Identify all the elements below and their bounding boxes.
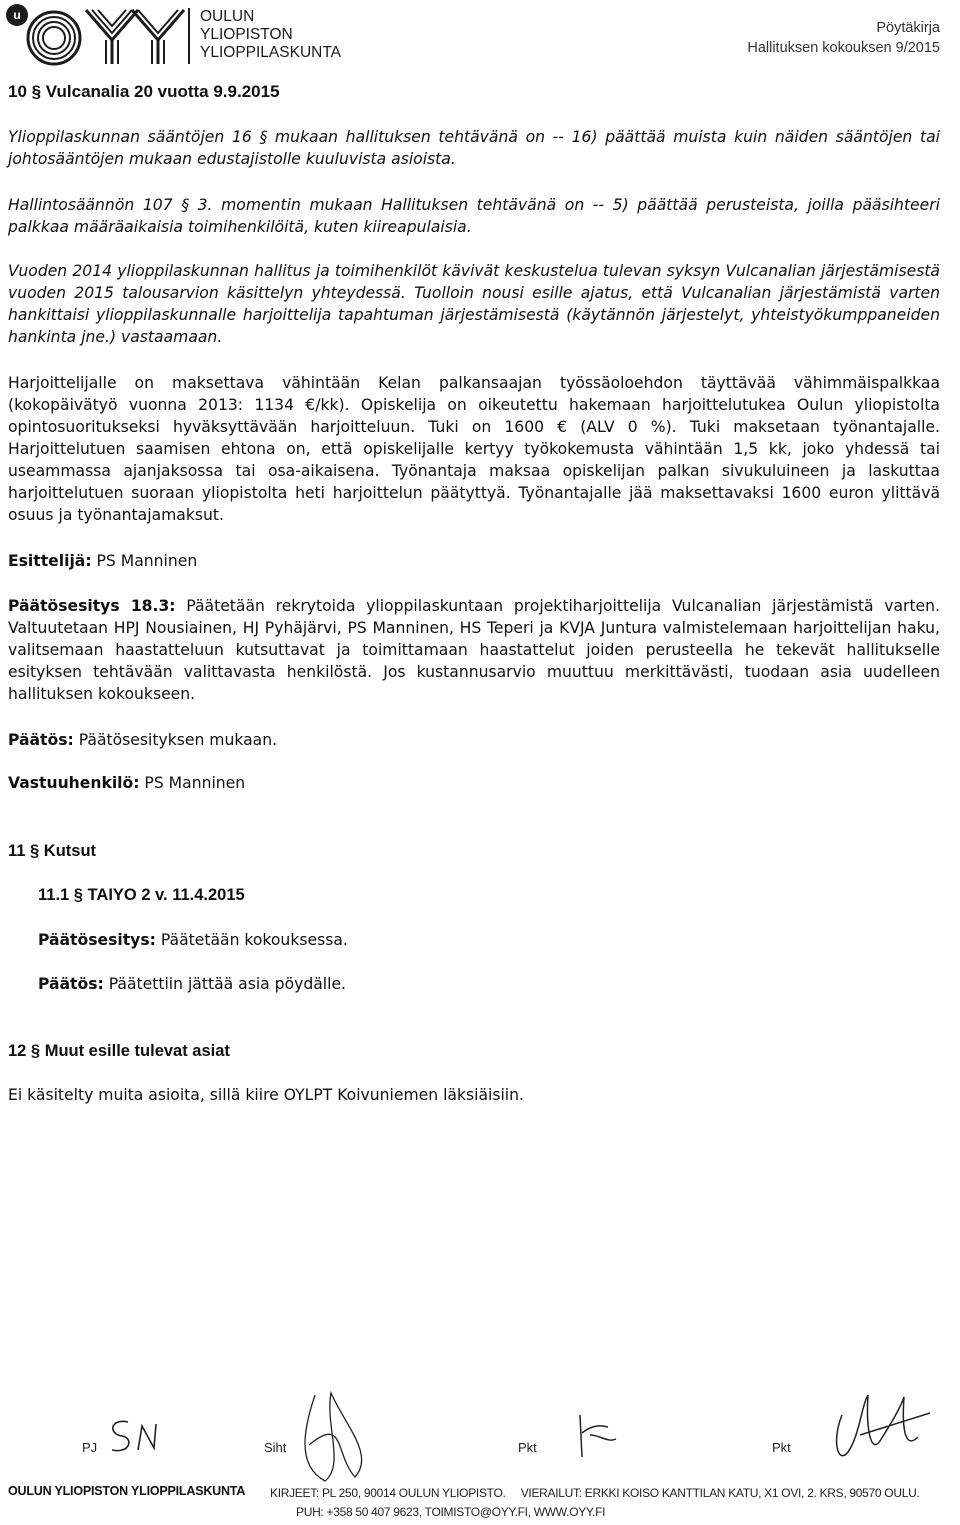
signature-label-siht: Siht	[264, 1440, 287, 1455]
document-meta	[747, 18, 940, 58]
footer-address-line-2: PUH: +358 50 407 9623, TOIMISTO@OYY.FI, WWW.OYY.FI	[296, 1505, 606, 1519]
signature-siht	[285, 1385, 385, 1485]
proposal-label: Päätösesitys 18.3:	[8, 597, 176, 615]
footer-organization: OULUN YLIOPISTON YLIOPPILASKUNTA	[8, 1484, 246, 1498]
org-line-2: YLIOPISTON	[200, 26, 293, 43]
logo-divider	[188, 8, 190, 64]
proposal-paragraph	[8, 595, 940, 705]
document-type: Pöytäkirja	[876, 20, 940, 36]
section-11-decision-label: Päätös:	[38, 975, 104, 993]
section-11-proposal-text: Päätetään kokouksessa.	[155, 931, 348, 949]
org-line-1: OULUN	[200, 8, 255, 25]
decision-text: Päätösesityksen mukaan.	[73, 731, 278, 749]
section-12-title: 12 § Muut esille tulevat asiat	[8, 1042, 230, 1060]
proposal-text: Päätetään rekrytoida ylioppilaskuntaan projektiharjoittelija Vulcanalian järjestämistä varten. Valtuutetaan HPJ Nousiainen, HJ Pyhäjärvi, PS Manninen, HS Teperi ja KVJA Juntura valmistelemaan harjoittelijan haku, valitsemaan haastatteluun kutsuttavat ja toimittamaan haastattelut joiden perusteella he tekevät hallitukselle esityksen tehtävään valittavasta henkilöstä. Jos kustannusarvio muuttuu merkittävästi, tuodaan asia uudelleen hallituksen kokoukseen.	[8, 597, 940, 703]
signature-pkt-1	[560, 1405, 630, 1465]
footer-address-line-1: KIRJEET: PL 250, 90014 OULUN YLIOPISTO. VIERAILUT: ERKKI KOISO KANTTILAN KATU, X1 OVI, 2. KRS, 90570 OULU.	[270, 1486, 920, 1500]
section-11-proposal-label: Päätösesitys:	[38, 931, 156, 949]
responsible-line	[8, 772, 940, 794]
logo-badge-icon: u	[6, 4, 28, 26]
footer-address	[270, 1484, 919, 1522]
paragraph-statutes: Ylioppilaskunnan sääntöjen 16 § mukaan hallituksen tehtävänä on -- 16) päättää muista kuin näiden sääntöjen tai johtosääntöjen mukaan edustajistolle kuuluvista asioista.	[8, 128, 940, 168]
responsible-value: PS Manninen	[139, 774, 246, 792]
paragraph-administrative-rule: Hallintosäännön 107 § 3. momentin mukaan Hallituksen tehtävänä on -- 5) päättää perusteista, joilla pääsihteeri palkkaa määräaikaisia toimihenkilöitä, kuten kiireapulaisia.	[8, 196, 940, 236]
paragraph-background: Vuoden 2014 ylioppilaskunnan hallitus ja toimihenkilöt kävivät keskustelua tulevan syksyn Vulcanalian järjestämisestä vuoden 2015 talousarvion käsittelyn yhteydessä. Tuolloin nousi esille ajatus, että Vulcanalian järjestämistä varten hankittaisi ylioppilaskunnalle harjoittelija tapahtuman järjestämisestä (käytännön järjestelyt, yhteistyökumppaneiden hankinta jne.) vastaamaan.	[8, 262, 940, 346]
section-11-decision-text: Päätettiin jättää asia pöydälle.	[103, 975, 347, 993]
section-11-1-title: 11.1 § TAIYO 2 v. 11.4.2015	[38, 886, 245, 904]
section-12-text: Ei käsitelty muita asioita, sillä kiire OYLPT Koivuniemen läksiäisiin.	[8, 1086, 524, 1104]
responsible-label: Vastuuhenkilö:	[8, 774, 140, 792]
section-11-decision	[38, 973, 938, 995]
signature-pkt-2	[820, 1385, 935, 1475]
paragraph-intern-salary: Harjoittelijalle on maksettava vähintään Kelan palkansaajan työssäoloehdon täyttävää vähimmäispalkkaa (kokopäivätyö vuonna 2013: 1134 €/kk). Opiskelija on oikeutettu hakemaan harjoittelutukea Oulun yliopistolta opintosuoritukseksi hyväksyttävään harjoitteluun. Tuki on 1600 € (ALV 0 %). Tuki maksetaan työnantajalle. Harjoittelutuen saamisen ehtona on, että opiskelijalle kertyy työkokemusta vähintään 1,5 kk, joko yhdessä tai useammassa ajanjaksossa tai osa-aikaisena. Työnantaja maksaa opiskelijan palkan sivukuluineen ja laskuttaa harjoittelutuen suoraan yliopistolta heti harjoittelun päätyttyä. Työnantajalle jää maksettavaksi 1600 euron ylittävä osuus ja työnantajamaksut.	[8, 374, 940, 524]
signature-label-pkt-2: Pkt	[772, 1440, 791, 1455]
meeting-number: Hallituksen kokouksen 9/2015	[747, 40, 940, 56]
org-name	[200, 8, 341, 62]
presenter-line	[8, 550, 940, 572]
presenter-label: Esittelijä:	[8, 552, 92, 570]
signature-label-pj: PJ	[82, 1440, 98, 1455]
decision-line	[8, 729, 940, 751]
section-10-title: 10 § Vulcanalia 20 vuotta 9.9.2015	[8, 82, 280, 101]
signature-label-pkt-1: Pkt	[518, 1440, 537, 1455]
org-line-3: YLIOPPILASKUNTA	[200, 44, 341, 61]
decision-label: Päätös:	[8, 731, 74, 749]
section-11-title: 11 § Kutsut	[8, 842, 97, 860]
presenter-value: PS Manninen	[91, 552, 198, 570]
section-11-proposal	[38, 929, 938, 951]
oyy-logo	[24, 6, 186, 66]
signature-pj	[100, 1410, 170, 1460]
